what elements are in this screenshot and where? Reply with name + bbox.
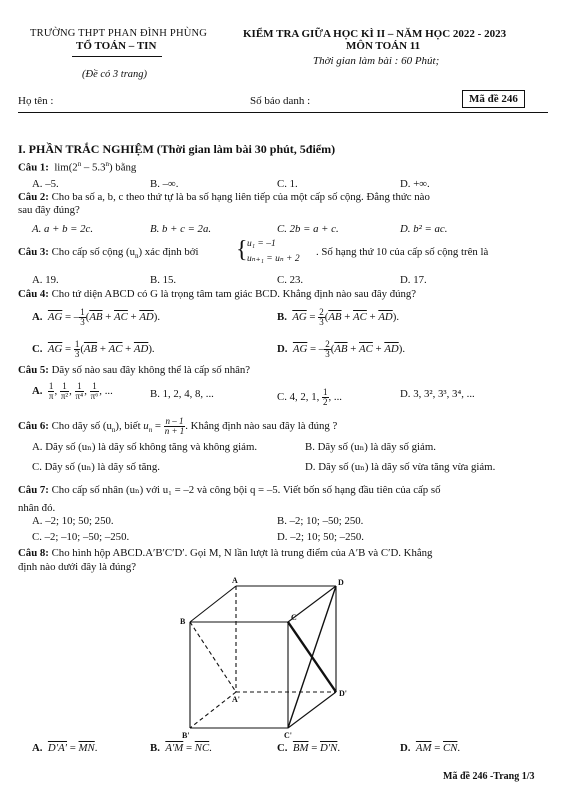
question-2-line2: sau đây đúng?: [18, 204, 80, 216]
q5-option-b[interactable]: B. 1, 2, 4, 8, ...: [150, 388, 214, 400]
q8-option-c[interactable]: C. $\overline{BM} = D'N$.: [277, 742, 341, 754]
q2-option-b[interactable]: B. b + c = 2a.: [150, 223, 212, 235]
vertex-b: B: [180, 617, 186, 626]
q3-system-line1: u₁ = –1: [247, 239, 276, 249]
school-name: TRƯỜNG THPT PHAN ĐÌNH PHÙNG: [30, 28, 208, 39]
q1-option-b[interactable]: B. –∞.: [150, 178, 179, 190]
question-5: Câu 5: Dãy số nào sau đây không thể là cấp số nhân?: [18, 364, 251, 376]
q1-option-c[interactable]: C. 1.: [277, 178, 298, 190]
q1-label: Câu 1:: [18, 161, 49, 174]
exam-title: KIỂM TRA GIỮA HỌC KÌ II – NĂM HỌC 2022 - 2023: [243, 28, 507, 40]
question-3: Câu 3: Cho cấp số cộng $(u_n)$ xác định bởi: [18, 246, 199, 261]
q3-option-a[interactable]: A. 19.: [32, 274, 59, 286]
question-7-line1: Câu 7: Cho cấp số nhân (uₙ) với u₁ = –2 và công bội q = –5. Viết bốn số hạng đầu tiên của cấp số: [18, 484, 441, 496]
vertex-d-prime: D': [339, 689, 347, 698]
question-2-line1: Câu 2: Cho ba số a, b, c theo thứ tự là ba số hạng liên tiếp của một cấp số cộng. Đẳng thức nào: [18, 191, 430, 203]
q2-option-d[interactable]: D. b² = ac.: [400, 223, 448, 235]
q4-option-b[interactable]: B. $\overline{AG}$ = $\frac{2}{3}$ $(\overline{AB} + \overline{AC} + \overline{AD})$.: [277, 307, 400, 327]
q4-option-a[interactable]: A. $\overline{AG}$ = – $\frac{1}{3}$ $(\overline{AB} + \overline{AC} + \overline{AD})$.: [32, 307, 161, 327]
q3-option-b[interactable]: B. 15.: [150, 274, 177, 286]
q6-option-d[interactable]: D. Dãy số (uₙ) là dãy số vừa tăng vừa giảm.: [305, 461, 496, 473]
student-id-label: Số báo danh :: [250, 95, 311, 107]
q7-option-d[interactable]: D. –2; 10; 50; –250.: [277, 531, 364, 543]
question-6: Câu 6: Cho dãy số $(u_n)$, biết $u_n$ = $\frac{n - 1}{n + 1}$ . Khẳng định nào sau đây là đúng ?: [18, 416, 338, 436]
question-1: Câu 1: lim(2$^n$ – 5.3$^n$) bằng: [18, 160, 137, 174]
pages-note: (Đề có 3 trang): [82, 69, 148, 80]
question-8-line1: Câu 8: Cho hình hộp ABCD.A′B′C′D′. Gọi M, N lần lượt là trung điểm của A′B và C′D. Khẳng: [18, 547, 433, 559]
subject: MÔN TOÁN 11: [346, 40, 421, 52]
q8-option-b[interactable]: B. $A'M = \overline{NC}$.: [150, 742, 212, 754]
q2-option-c[interactable]: C. 2b = a + c.: [277, 223, 339, 235]
q4-option-c[interactable]: C. $\overline{AG}$ = $\frac{1}{3}$ $(\overline{AB} + \overline{AC} + \overline{AD})$.: [32, 339, 155, 359]
q1-option-a[interactable]: A. –5.: [32, 178, 59, 190]
vertex-d: D: [338, 578, 344, 587]
department: TỔ TOÁN – TIN: [76, 40, 157, 52]
q4-option-d[interactable]: D. $\overline{AG}$ = – $\frac{2}{3}$ $(\overline{AB} + \overline{AC} + \overline{AD})$.: [277, 339, 406, 359]
vertex-a: A: [232, 576, 238, 585]
header-divider: [18, 112, 548, 113]
parallelepiped-figure: [170, 576, 370, 741]
q6-formula: $\frac{n - 1}{n + 1}$: [164, 416, 185, 436]
vertex-a-prime: A': [232, 695, 240, 704]
q1-option-d[interactable]: D. +∞.: [400, 178, 430, 190]
section-heading: I. PHẦN TRẮC NGHIỆM (Thời gian làm bài 30 phút, 5điểm): [18, 142, 336, 156]
page-footer: Mã đề 246 -Trang 1/3: [443, 771, 535, 782]
exam-code-box: Mã đề 246: [462, 90, 525, 108]
header-rule-left: [72, 56, 162, 57]
vertex-b-prime: B': [182, 731, 190, 740]
q6-option-c[interactable]: C. Dãy số (uₙ) là dãy số tăng.: [32, 461, 160, 473]
q3-text-c: . Số hạng thứ 10 của cấp số cộng trên là: [316, 246, 489, 258]
question-8-line2: định nào dưới đây là đúng?: [18, 561, 137, 573]
question-7-line2: nhân đó.: [18, 502, 56, 514]
name-label: Họ tên :: [18, 95, 54, 107]
q6-option-b[interactable]: B. Dãy số (uₙ) là dãy số giảm.: [305, 441, 436, 453]
question-4: Câu 4: Cho tứ diện ABCD có G là trọng tâm tam giác BCD. Khẳng định nào sau đây đúng?: [18, 288, 417, 300]
q6-option-a[interactable]: A. Dãy số (uₙ) là dãy số không tăng và không giảm.: [32, 441, 258, 453]
q7-option-c[interactable]: C. –2; –10; –50; –250.: [32, 531, 130, 543]
q7-option-a[interactable]: A. –2; 10; 50; 250.: [32, 515, 114, 527]
q1-text-a: lim(2: [54, 161, 78, 174]
q3-system-line2: uₙ₊₁ = uₙ + 2: [247, 254, 300, 264]
q3-option-c[interactable]: C. 23.: [277, 274, 304, 286]
vertex-c-prime: C': [284, 731, 292, 740]
q5-option-c[interactable]: C. 4, 2, 1, $\frac{1}{2}$ , ...: [277, 387, 342, 407]
q5-option-a[interactable]: A. $\frac{1}{\pi}$ , $\frac{1}{\text{π²}}$ , $\frac{1}{\text{π⁴}}$ , $\frac{1}{\text{π⁶}}$ , ...: [32, 381, 113, 401]
exam-time: Thời gian làm bài : 60 Phút;: [313, 55, 440, 67]
q7-option-b[interactable]: B. –2; 10; –50; 250.: [277, 515, 364, 527]
vertex-c: C: [291, 613, 297, 622]
q2-option-a[interactable]: A. a + b = 2c.: [32, 223, 94, 235]
q8-option-d[interactable]: D. $\overline{AM} = \overline{CN}$.: [400, 742, 461, 754]
q3-brace: {: [236, 237, 248, 263]
q3-option-d[interactable]: D. 17.: [400, 274, 427, 286]
q5-option-d[interactable]: D. 3, 3², 3³, 3⁴, ...: [400, 388, 475, 400]
q8-option-a[interactable]: A. $D'A' = \overline{MN}$.: [32, 742, 98, 754]
